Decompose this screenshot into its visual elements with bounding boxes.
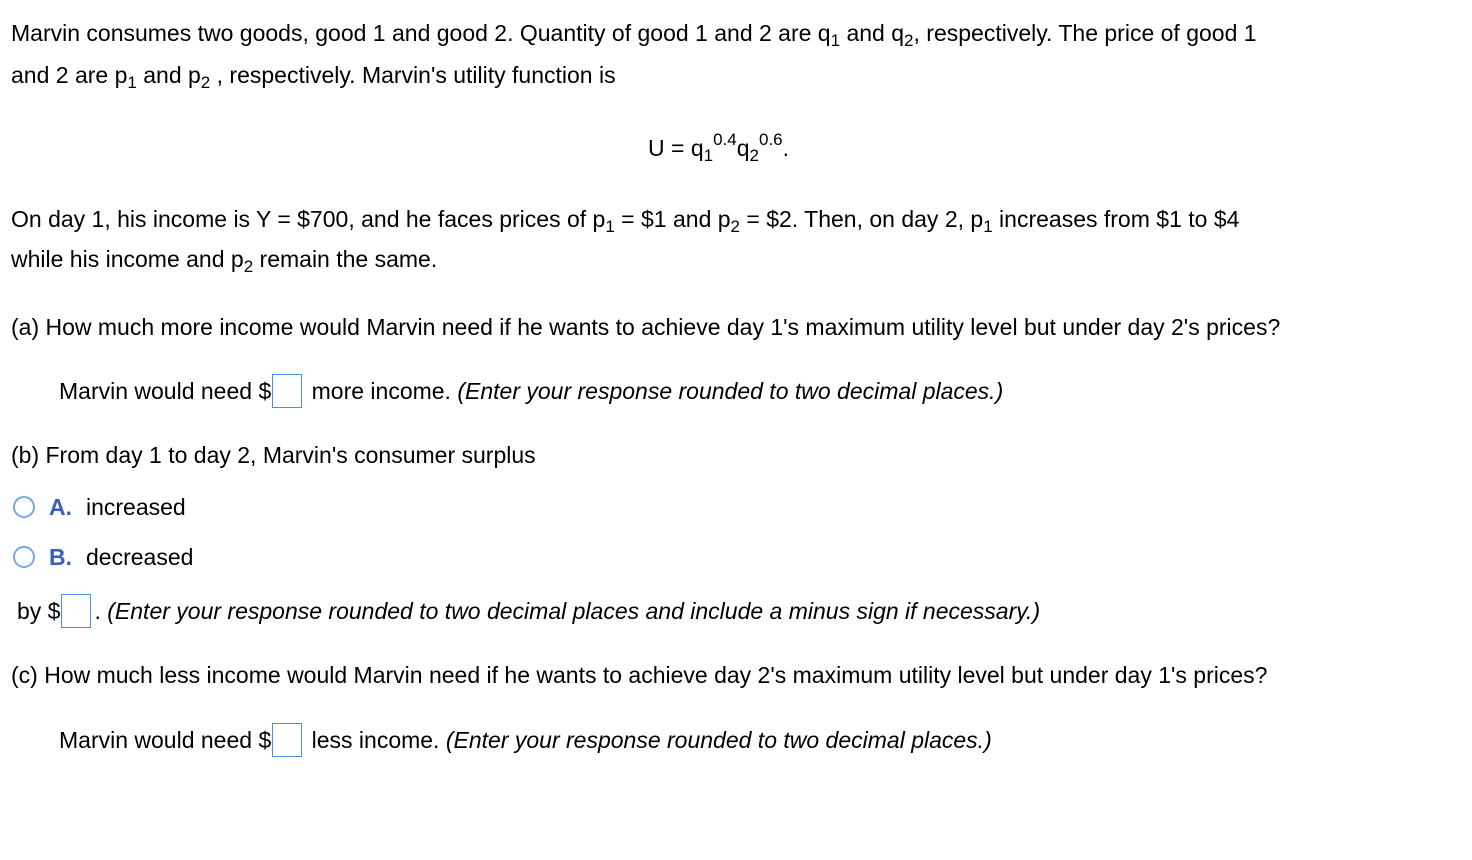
part-c-answer-row: Marvin would need $ less income. (Enter your response rounded to two decimal places.) <box>59 725 992 759</box>
option-b-radio[interactable] <box>13 546 35 568</box>
option-b[interactable] <box>13 542 193 572</box>
option-b-letter: B. <box>49 544 72 570</box>
option-b-text: decreased <box>86 544 194 570</box>
day-line-1: On day 1, his income is Y = $700, and he faces prices of $p_1$ = $1 and $p_2$ = $2. Then, on day 2, $p_1$ increases from $1 to $4 <box>11 206 1240 236</box>
part-b-answer-row: by $ . (Enter your response rounded to two decimal places and include a minus sign if necessary.) <box>17 596 1040 630</box>
part-a-answer-input[interactable] <box>272 374 302 408</box>
intro-line-1: Marvin consumes two goods, good 1 and good 2. Quantity of good 1 and 2 are $q_1$ and $q_2$, respectively. The price of good 1 <box>11 20 1257 50</box>
part-a-question: (a) How much more income would Marvin need if he wants to achieve day 1's maximum utility level but under day 2's prices? <box>11 314 1281 340</box>
day-line-2: while his income and $p_2$ remain the same. <box>11 246 438 276</box>
utility-equation: $U = q_1^{0.4}q_2^{0.6}$. <box>648 130 790 165</box>
part-a-answer-row: Marvin would need $ more income. (Enter your response rounded to two decimal places.) <box>59 376 1003 410</box>
option-a-text: increased <box>86 494 186 520</box>
option-a-letter: A. <box>49 494 72 520</box>
part-c-answer-input[interactable] <box>272 723 302 757</box>
part-c-question: (c) How much less income would Marvin need if he wants to achieve day 2's maximum utility level but under day 1's prices? <box>11 662 1268 688</box>
intro-line-2: and 2 are $p_1$ and $p_2$ , respectively. Marvin's utility function is <box>11 62 616 92</box>
option-a-radio[interactable] <box>13 496 35 518</box>
option-a[interactable] <box>13 492 186 522</box>
part-b-question: (b) From day 1 to day 2, Marvin's consumer surplus <box>11 442 536 468</box>
part-b-answer-input[interactable] <box>61 594 91 628</box>
